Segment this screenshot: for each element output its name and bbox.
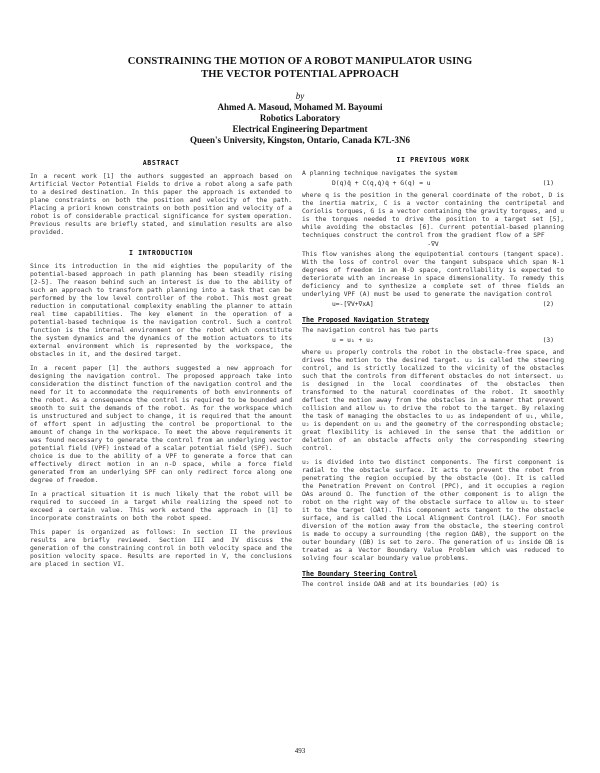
intro-paragraph-3: In a practical situation it is much likely that the robot will be required to succeed in a target while realizing the speed not to exceed a certain value. This work extend the approach in [1] to incorporate constraints on both the robot speed. [30, 491, 292, 522]
equation-2 [332, 301, 554, 309]
equation-2-number: (2) [542, 301, 554, 308]
boundary-heading: The Boundary Steering Control [302, 570, 418, 578]
introduction-heading: I INTRODUCTION [129, 249, 193, 257]
strategy-intro: The navigation control has two parts [302, 327, 439, 334]
intro-paragraph-4: This paper is organized as follows: In section II the previous results are briefly reviewed. Section III and IV discuss the generation of the constraining control in both velocity space and the position velocity space. Results are reported in V, the conclusions are placed in section VI. [30, 529, 292, 568]
previous-work-paragraph-1: where q is the position in the general coordinate of the robot, D is the inertia matrix, C is a vector containing the centripetal and Coriolis torques, G is a vector containing the gravity torques, and u is the torques needed to drive the position to a target set [5], while avoiding the obstacles [6]. Current potential-based planning techniques construct the control from the gradient flow of a SPF [302, 192, 564, 239]
strategy-heading: The Proposed Navigation Strategy [302, 316, 430, 324]
equation-1-number: (1) [542, 180, 554, 187]
boundary-text: The control inside ΩAB and at its boundaries (∂Ω) is [302, 581, 500, 588]
equation-gradient-body: -∇V [427, 241, 439, 248]
equation-1 [332, 180, 554, 188]
author-block [60, 91, 540, 146]
intro-paragraph-1: Since its introduction in the mid eighties the popularity of the potential-based approach in path planning has been steadily rising [2-5]. The reason behind such an interest is due to the ability of such an approach to transform path planning into a task that can be performed by the low level controller of the robot. This most great reduction in computational complexity enabling the planner to attain real time capabilities. The key element in the operation of a potential-based technique is the navigation control. Such a control function is the internal environment or the robot which constitute the system dynamics and the dynamics of the motion actuators to its external environment which is represented by the workspace, the obstacles in it, and the desired target. [30, 263, 292, 358]
previous-work-heading: II PREVIOUS WORK [396, 156, 470, 164]
equation-3 [332, 337, 554, 345]
strategy-paragraph-1: where u₁ properly controls the robot in the obstacle-free space, and drives the motion to the desired target. u₂ is called the steering control, and is strictly localized to the vicinity of the obstacles such that the controls from different obstacles do not intersect. u₂ is designed in the local coordinates of the obstacles then transformed to the natural coordinates of the robot. It smoothly deflect the motion away from the obstacles in a manner that prevent collision and allow u₁ to drive the robot to the target. By relaxing the task of managing the obstacles to u₂ as independent of u₁, while, u₂ is dependent on u₁ and the geometry of the corresponding obstacle; great flexibility is achieved in the sense that the addition or deletion of an obstacle affects only the corresponding steering control. [302, 349, 564, 452]
author-names: Ahmed A. Masoud, Mohamed M. Bayoumi [217, 102, 383, 112]
title-line-1: CONSTRAINING THE MOTION OF A ROBOT MANIPULATOR USING [127, 56, 473, 67]
paper-title [60, 55, 540, 81]
previous-work-paragraph-2: This flow vanishes along the equipotential contours (tangent space). With the loss of control over the tangent subspace which span N-1 degrees of freedom in an N-D space, controllability is expected to deteriorate with an increase in space dimensionality. To remedy this deficiency and to synthesize a complete set of three fields an underlying VPF (A) must be used to generate the navigation control [302, 251, 564, 298]
author-lab: Robotics Laboratory [259, 113, 341, 123]
equation-gradient [302, 241, 564, 249]
strategy-paragraph-2: u₂ is divided into two distinct components. The first component is radial to the obstacle surface. It acts to prevent the robot from penetrating the region occupied by the obstacle (Ωo). It is called the Penetration Prevent on Control (PPC), and it occupies a region ΩAs around Ω. The function of the other component is to align the robot on the right way of the obstacle surface to allow u₁ to steer it to the target (ΩAt). This component acts tangent to the obstacle surface, and is called the Local Alignment Control (LAC). For smooth diversion of the motion away from the obstacle, the steering control is made to occupy a surrounding (the region ΩAB), the support on the outer boundary (ΩB) is set to zero. The generation of u₂ inside ΩB is treated as a Vector Boundary Value Problem which was reduced to solving four scalar boundary value problems. [302, 459, 564, 562]
right-column [302, 152, 564, 595]
left-column [30, 155, 292, 575]
equation-3-body: u = u₁ + u₂ [332, 337, 374, 344]
author-dept: Electrical Engineering Department [232, 124, 368, 134]
abstract-heading: ABSTRACT [142, 159, 180, 167]
equation-3-number: (3) [542, 337, 554, 344]
author-university: Queen's University, Kingston, Ontario, Canada K7L-3N6 [189, 135, 411, 145]
intro-paragraph-2: In a recent paper [1] the authors suggested a new approach for designing the navigation control. The proposed approach take into consideration the distinct function of the navigation control and the need for it to accommodate the requirements of both environments of the robot. As a consequence the control is required to be bounded and smooth to suit the demands of the robot. As for the workspace which is unstructured and subject to change, it is required that the amount of effort spent in adjusting the control be proportional to the amount of change in the workspace. To meet the above requirements it was found necessary to generate the control from an underlying vector potential field (VPF) instead of a scalar potential field (SPF). Such choice is due to the ability of a VPF to generate a force that can effectively direct motion in an n-D space, while a force field generated from an underlying SPF can only redirect force along one degree of freedom. [30, 365, 292, 484]
abstract-text: In a recent work [1] the authors suggested an approach based on Artificial Vector Potential Fields to drive a robot along a safe path to a desired destination. In this paper the approach is extended to plane constraints on both the position and velocity of the path. Placing a priori known constraints on both position and velocity of a robot is of considerable practical significance for system operation. Previous results are briefly stated, and simulation results are also provided. [30, 173, 292, 236]
by-label: by [295, 91, 305, 101]
title-line-2: THE VECTOR POTENTIAL APPROACH [201, 69, 399, 80]
equation-1-body: D(q)q̈ + C(q,q̇)q̇ + G(q) = u [332, 180, 431, 187]
equation-2-body: u=-[∇V+∇xA] [332, 301, 374, 308]
previous-work-intro: A planning technique navigates the system [302, 170, 458, 177]
page-number: 493 [294, 747, 306, 755]
